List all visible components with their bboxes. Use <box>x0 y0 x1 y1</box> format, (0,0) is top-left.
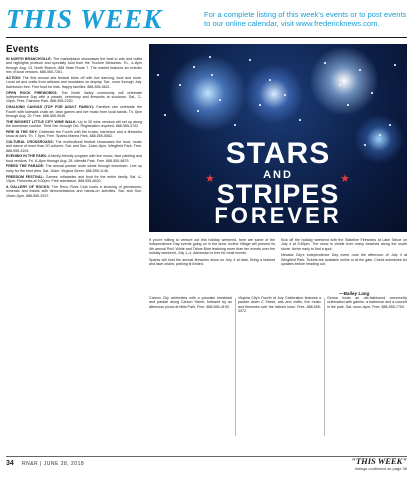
page-footer <box>6 456 407 474</box>
event-description: The first annual arts festival kicks off with live dancing, food and more. Local art and crafts from artisans and musicians on display. Sat., noon through July. Admission free. Free food for kids. Happy families. 888-555-3641. <box>6 76 142 89</box>
event-description: Celebrate the Fourth with fire trucks, barbecue and a fireworks show at dark. Th. 7-9pm. Free. Sparks Marina Park. 888-555-5582. <box>6 129 142 139</box>
article-paragraph: Sparks will host the annual fireworks show on July 4 at dark. Bring a blanket and lawn chairs; parking is limited. <box>149 257 275 267</box>
event-entry <box>6 76 142 89</box>
event-title: THE BIGGEST LITTLE CITY WINE WALK: <box>6 119 77 124</box>
event-title: FIRE IN THE SKY: <box>6 129 38 134</box>
firework-spark <box>219 99 221 101</box>
feature-article <box>149 238 407 440</box>
firework-burst <box>169 54 247 132</box>
event-entry <box>6 185 142 198</box>
event-title: OPEN ROCK FIREWORKS: <box>6 90 58 95</box>
firework-spark <box>179 84 181 86</box>
event-description: The multicultural festival showcases the food, music and dance of more than 20 cultures. Sat. and Sun. 11am–6pm. Wingfield Park. Free. 888-555-3109. <box>6 139 142 153</box>
event-entry <box>6 91 142 104</box>
event-entry <box>6 105 142 118</box>
event-title: FREED THE PARADE: <box>6 164 45 169</box>
firework-spark <box>249 59 251 61</box>
events-list <box>6 57 142 198</box>
listing-column-2: Virginia City's Fourth of July Celebration features a parade down C Street, arts and crafts, live music and fireworks over the historic town. Free. 888-555-3472. <box>238 296 321 314</box>
continued-page: listings continued on page 36 <box>355 466 407 471</box>
event-entry <box>6 154 142 163</box>
firework-spark <box>284 94 286 96</box>
firework-spark <box>234 124 236 126</box>
firework-spark <box>193 66 195 68</box>
events-column <box>6 44 142 440</box>
hero-image <box>149 44 407 232</box>
firework-spark <box>197 110 199 112</box>
event-description: The North Valley community will celebrate Independence Day with a parade, ceremony and fireworks at sundown. Sat., 2–10pm. Free, Fairview Park, 888-555-2150. <box>6 90 142 104</box>
listing-column-3: Genoa hosts an old-fashioned community celebration with games, a barbecue and a concert in the park. Sat. noon–6pm. Free. 888-555-7753. <box>327 296 407 309</box>
article-column-1 <box>149 238 275 269</box>
section-title: THIS WEEK <box>6 4 163 34</box>
article-paragraph: Kick off the holiday weekend with the Stateline Fireworks at Lake Tahoe on July 4 at 9:45pm. The show is visible from many beaches along the south shore. Arrive early to find a spot. <box>281 238 407 251</box>
hero-headline-forever: FOREVER <box>214 203 342 228</box>
events-heading: Events <box>6 44 39 55</box>
masthead <box>6 4 407 38</box>
section-subtitle: For a complete listing of this week's events or to post events to our online calendar, visit www.fredericknews.com. <box>204 10 407 29</box>
firework-spark <box>389 124 391 126</box>
article-paragraph: If you're willing to venture out this holiday weekend, here are some of the Independence Day events going on in the area. Incline Village will present its 4th annual Red, White and Tahoe Blue featuring more than ten events over the holiday weekend, July 1–4. Admission is free for most events. <box>149 238 275 256</box>
firework-spark <box>324 62 326 64</box>
firework-spark <box>259 104 261 106</box>
article-byline: —Bailey Lang <box>339 291 370 296</box>
firework-spark <box>339 84 341 86</box>
firework-spark <box>299 119 301 121</box>
column-divider <box>235 298 236 436</box>
event-description: Up to 30 wine vendors will set up along the downtown corridor. Third Sat. through Oct. Registration required. 888-555-4702. <box>6 119 142 129</box>
column-divider <box>324 298 325 436</box>
event-entry <box>6 140 142 153</box>
event-title: A GALLERY OF ROCKS: <box>6 184 51 189</box>
event-title: EVENING IN THE PARK: <box>6 154 48 159</box>
event-description: The marketplace showcases the best in arts and crafts and highlights produce and specialty food from the Truckee Meadows. Th., 4–8pm through Aug. 13. North Branch, 888 State Route 7. The market features an eclectic mix of local vendors. 888-555-7261. <box>6 57 142 75</box>
event-entry <box>6 57 142 75</box>
event-title: CULTURAL CROSSROADS: <box>6 139 54 144</box>
firework-spark <box>359 69 361 71</box>
event-description: The Reno Rock Club hosts a showing of gemstones, minerals and fossils with demonstrations and hands-on activities. Sat. and Sun. 10am–5pm. 888-555-2937. <box>6 184 142 198</box>
star-icon: ★ <box>205 173 215 185</box>
event-title: ACTION: <box>6 76 21 80</box>
firework-spark <box>269 79 271 81</box>
event-title: FREEDOM FESTIVAL: <box>6 174 45 179</box>
publication-info: RN&R | JUNE 28, 2018 <box>22 461 85 467</box>
event-description: The annual parade route winds through downtown. Line up early for the best view. Sat. 10am. Virginia Street. 888-555-1146. <box>6 164 142 173</box>
firework-burst <box>244 64 304 124</box>
hero-headline-stripes: STRIPES <box>216 179 340 209</box>
event-entry <box>6 120 142 129</box>
hero-headline-stars: STARS <box>225 137 331 170</box>
event-title: CHALKING CANVAS (TOP FOR ADULT FAMILY): <box>6 105 95 110</box>
continued-title: "THIS WEEK" <box>351 456 407 466</box>
firework-spark <box>164 114 166 116</box>
article-column-2 <box>281 238 407 269</box>
firework-spark <box>211 74 213 76</box>
listing-column-1: Carson City celebrates with a pancake breakfast and parade along Carson Street, followed by an afternoon picnic at Mills Park. Free. 888-555-4190. <box>149 296 232 309</box>
firework-spark <box>347 104 349 106</box>
event-entry <box>6 130 142 139</box>
firework-burst <box>309 46 379 116</box>
event-entry <box>6 164 142 173</box>
firework-spark <box>209 56 211 58</box>
event-description: Families can celebrate the Fourth with sidewalk chalk art, lawn games and live music from local bands. Th. 6pm through Aug. 20. Free. 888-555-9046. <box>6 105 142 118</box>
star-icon: ★ <box>340 173 350 185</box>
firework-spark <box>379 134 381 136</box>
firework-spark <box>371 92 373 94</box>
firework-spark <box>394 64 396 66</box>
event-title: IN NORTH BRANCHVILLE: <box>6 57 52 61</box>
page-number: 34 <box>6 460 14 467</box>
event-description: Games, inflatables and food for the entire family. Sat. 4–10pm. Fireworks at 9:30pm. Free admission. 888-555-6620. <box>6 174 142 184</box>
firework-spark <box>157 74 159 76</box>
event-entry <box>6 175 142 184</box>
continued-notice <box>351 457 407 471</box>
event-description: A family-friendly program with live music, face painting and food vendors. Fri. 6–8pm through Aug. 28. Idlewild Park. Free. 888-555-8875. <box>6 154 142 163</box>
hero-headline-and: AND <box>263 169 293 181</box>
article-paragraph: Nevada City's Independence Day event runs the afternoon of July 4 at Wingfield Park. Tickets are available online or at the gate. Check schedules for updates before heading out. <box>281 253 407 267</box>
